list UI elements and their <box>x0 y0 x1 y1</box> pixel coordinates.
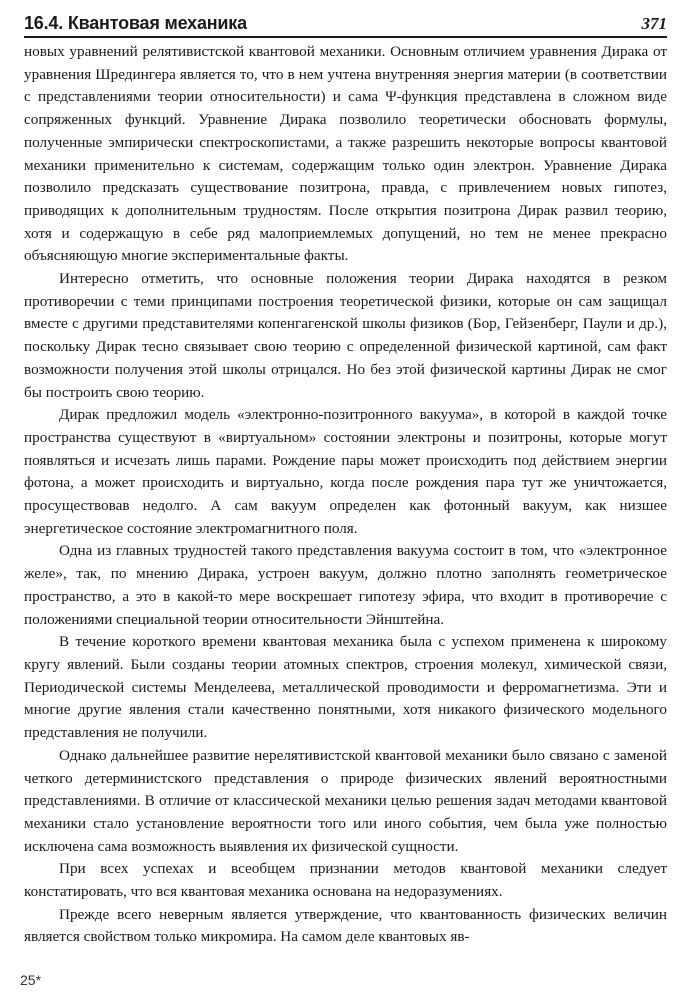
paragraph: Дирак предложил модель «электронно-позитронного вакуума», в которой в каждой точке пространства существуют в «виртуальном» состоянии электроны и позитроны, которые могут появляться и исчезать лишь парами. Рождение пары может происходить под действием энергии фотона, а может происходить и виртуально, когда после рождения пара тут же уничтожается, просуществовав недолго. А сам вакуум определен как фотонный вакуум, как низшее энергетическое состояние электромагнитного поля. <box>24 406 667 537</box>
paragraph-continued: новых уравнений релятивистской квантовой механики. Основным отличием уравнения Дирака от уравнения Шредингера является то, что в нем учтена внутренняя энергия материи (в соответствии с представлениями теории относительности) и сама Ψ-функция представлена в сложном виде сопряженных функций. Уравнение Дирака позволило теоретически обосновать формулы, полученные эмпирически спектроскопистами, а также разрешить некоторые вопросы квантовой механики применительно к системам, содержащим только один электрон. Уравнение Дирака позволило предсказать существование позитрона, правда, с привлечением новых гипотез, приводящих к дополнительным трудностям. После открытия позитрона Дирак развил теорию, хотя и содержащую в себе ряд малоприемлемых допущений, но тем не менее прекрасно объясняющую многие экспериментальные факты. <box>24 43 667 265</box>
signature-mark: 25* <box>20 972 42 988</box>
header-rule <box>24 36 667 38</box>
paragraph: Одна из главных трудностей такого представления вакуума состоит в том, что «электронное желе», так, по мнению Дирака, устроен вакуум, должно плотно заполнять геометрическое пространство, а это в какой-то мере воскрешает гипотезу эфира, что входит в противоречие с положениями специальной теории относительности Эйнштейна. <box>24 542 667 628</box>
paragraph: Интересно отметить, что основные положения теории Дирака находятся в резком противоречии с теми принципами построения теоретической физики, которые он сам защищал вместе с другими представителями копенгагенской школы физиков (Бор, Гейзенберг, Паули и др.), поскольку Дирак тесно связывает свою теорию с определенной физической картиной, сам факт возможности получения этой школы отрицался. Но без этой физической картины Дирак не смог бы построить свою теорию. <box>24 270 667 401</box>
paragraph: Прежде всего неверным является утверждение, что квантованность физических величин является свойством только микромира. На самом деле квантовых яв- <box>24 905 667 946</box>
body-text <box>24 41 667 949</box>
running-header <box>24 8 667 34</box>
paragraph: Однако дальнейшее развитие нерелятивистской квантовой механики было связано с заменой четкого детерминистского представления о природе физических явлений вероятностными представлениями. В отличие от классической механики целью решения задач методами квантовой механики стало установление вероятности того или иного события, чем была уже полностью исключена сама возможность выявления их физической сущности. <box>24 746 667 855</box>
paragraph: При всех успехах и всеобщем признании методов квантовой механики следует констатировать, что вся квантовая механика основана на недоразумениях. <box>24 860 667 901</box>
page-number: 371 <box>641 14 667 33</box>
section-title: 16.4. Квантовая механика <box>24 13 247 33</box>
paragraph: В течение короткого времени квантовая механика была с успехом применена к широкому кругу явлений. Были созданы теории атомных спектров, строения молекул, химической связи, Периодической системы Менделеева, металлической проводимости и ферромагнетизма. Эти и многие другие явления стали качественно понятными, хотя никакого физического модельного представления не получили. <box>24 633 667 742</box>
